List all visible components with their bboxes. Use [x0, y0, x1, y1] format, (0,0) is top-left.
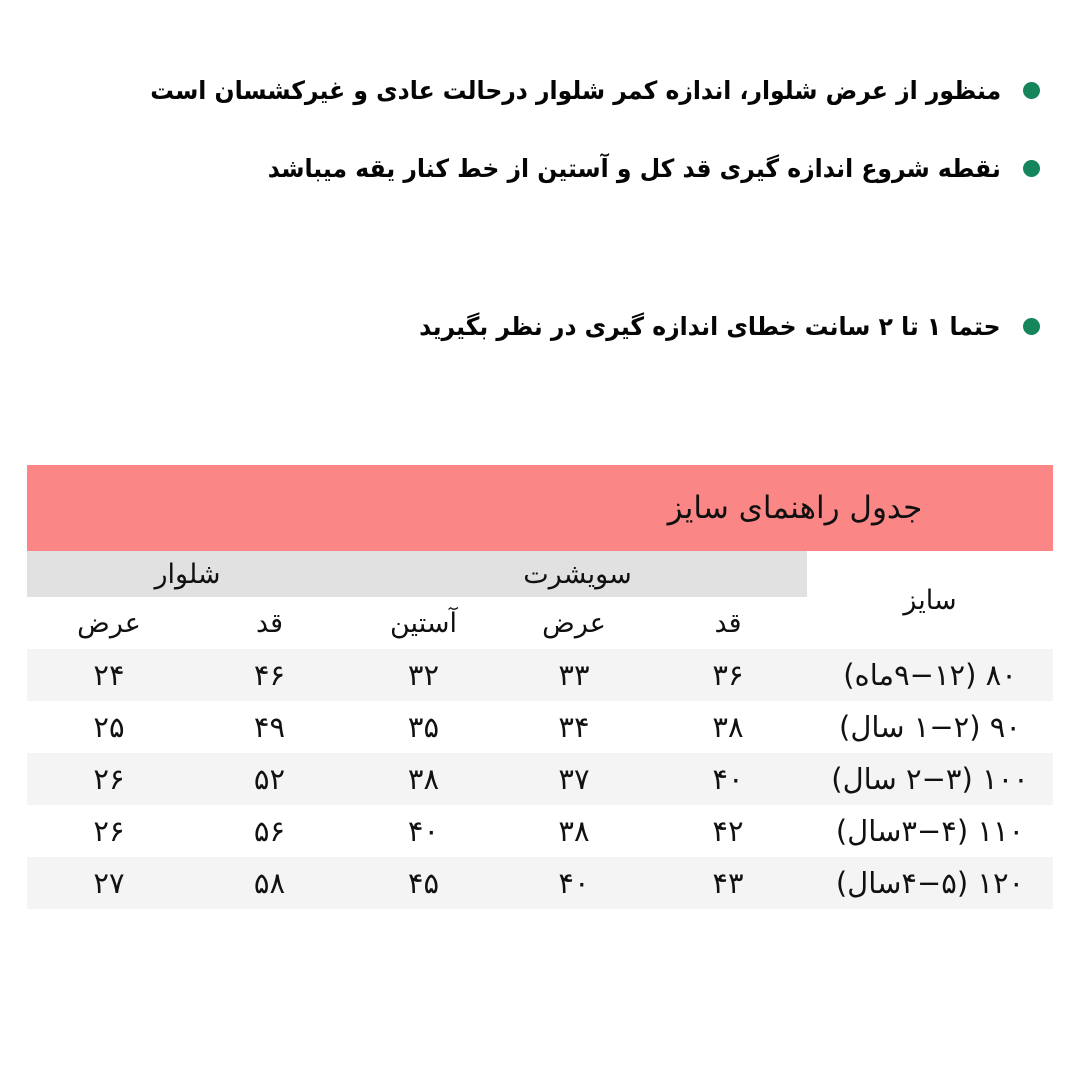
table-row [27, 701, 1053, 753]
cell-pants-width: ۲۶ [27, 805, 191, 857]
note-text: نقطه شروع اندازه گیری قد کل و آستین از خط کنار یقه میباشد [267, 154, 1001, 183]
table-row [27, 857, 1053, 909]
cell-pants-width: ۲۵ [27, 701, 191, 753]
cell-size: ۹۰ (۱−۲ سال) [807, 701, 1053, 753]
cell-sweat-sleeve: ۳۸ [348, 753, 499, 805]
header-sweat-width: عرض [499, 597, 649, 649]
cell-pants-length: ۴۶ [191, 649, 348, 701]
cell-sweat-width: ۴۰ [499, 857, 649, 909]
cell-sweat-sleeve: ۳۵ [348, 701, 499, 753]
cell-sweat-width: ۳۷ [499, 753, 649, 805]
cell-sweat-sleeve: ۴۰ [348, 805, 499, 857]
note-text: منظور از عرض شلوار، اندازه کمر شلوار درحالت عادی و غیرکشسان است [150, 76, 1001, 105]
cell-pants-length: ۵۸ [191, 857, 348, 909]
cell-pants-length: ۵۶ [191, 805, 348, 857]
bullet-point-icon [1023, 160, 1040, 177]
cell-sweat-length: ۳۶ [649, 649, 807, 701]
note-item [96, 74, 1040, 108]
table-row [27, 805, 1053, 857]
note-item [382, 310, 1040, 344]
note-item [221, 152, 1040, 186]
cell-sweat-length: ۴۲ [649, 805, 807, 857]
table-title: جدول راهنمای سایز [667, 490, 923, 526]
cell-sweat-width: ۳۳ [499, 649, 649, 701]
cell-pants-width: ۲۶ [27, 753, 191, 805]
cell-size: ۸۰ (۹−۱۲ماه) [807, 649, 1053, 701]
header-sweat-length: قد [649, 597, 807, 649]
table-row [27, 753, 1053, 805]
cell-sweat-length: ۳۸ [649, 701, 807, 753]
cell-pants-length: ۵۲ [191, 753, 348, 805]
cell-sweat-sleeve: ۳۲ [348, 649, 499, 701]
cell-pants-width: ۲۷ [27, 857, 191, 909]
table-row [27, 649, 1053, 701]
cell-size: ۱۲۰ (۴−۵سال) [807, 857, 1053, 909]
header-pants-width: عرض [27, 597, 191, 649]
size-guide-table-wrapper [27, 465, 1053, 909]
header-sweat-sleeve: آستین [348, 597, 499, 649]
cell-size: ۱۰۰ (۲−۳ سال) [807, 753, 1053, 805]
size-guide-table [27, 465, 1053, 909]
cell-sweat-width: ۳۴ [499, 701, 649, 753]
note-text: حتما ۱ تا ۲ سانت خطای اندازه گیری در نظر بگیرید [419, 312, 1001, 341]
cell-sweat-length: ۴۰ [649, 753, 807, 805]
cell-sweat-length: ۴۳ [649, 857, 807, 909]
table-title-row [27, 465, 1053, 551]
table-title-cell [27, 465, 1053, 551]
cell-size: ۱۱۰ (۳−۴سال) [807, 805, 1053, 857]
bullet-point-icon [1023, 82, 1040, 99]
bullet-point-icon [1023, 318, 1040, 335]
header-pants-length: قد [191, 597, 348, 649]
group-header-row [27, 551, 1053, 597]
cell-sweat-sleeve: ۴۵ [348, 857, 499, 909]
cell-pants-length: ۴۹ [191, 701, 348, 753]
group-header-pants: شلوار [27, 551, 348, 597]
header-size: سایز [807, 551, 1053, 649]
cell-sweat-width: ۳۸ [499, 805, 649, 857]
cell-pants-width: ۲۴ [27, 649, 191, 701]
group-header-sweatshirt: سویشرت [348, 551, 807, 597]
